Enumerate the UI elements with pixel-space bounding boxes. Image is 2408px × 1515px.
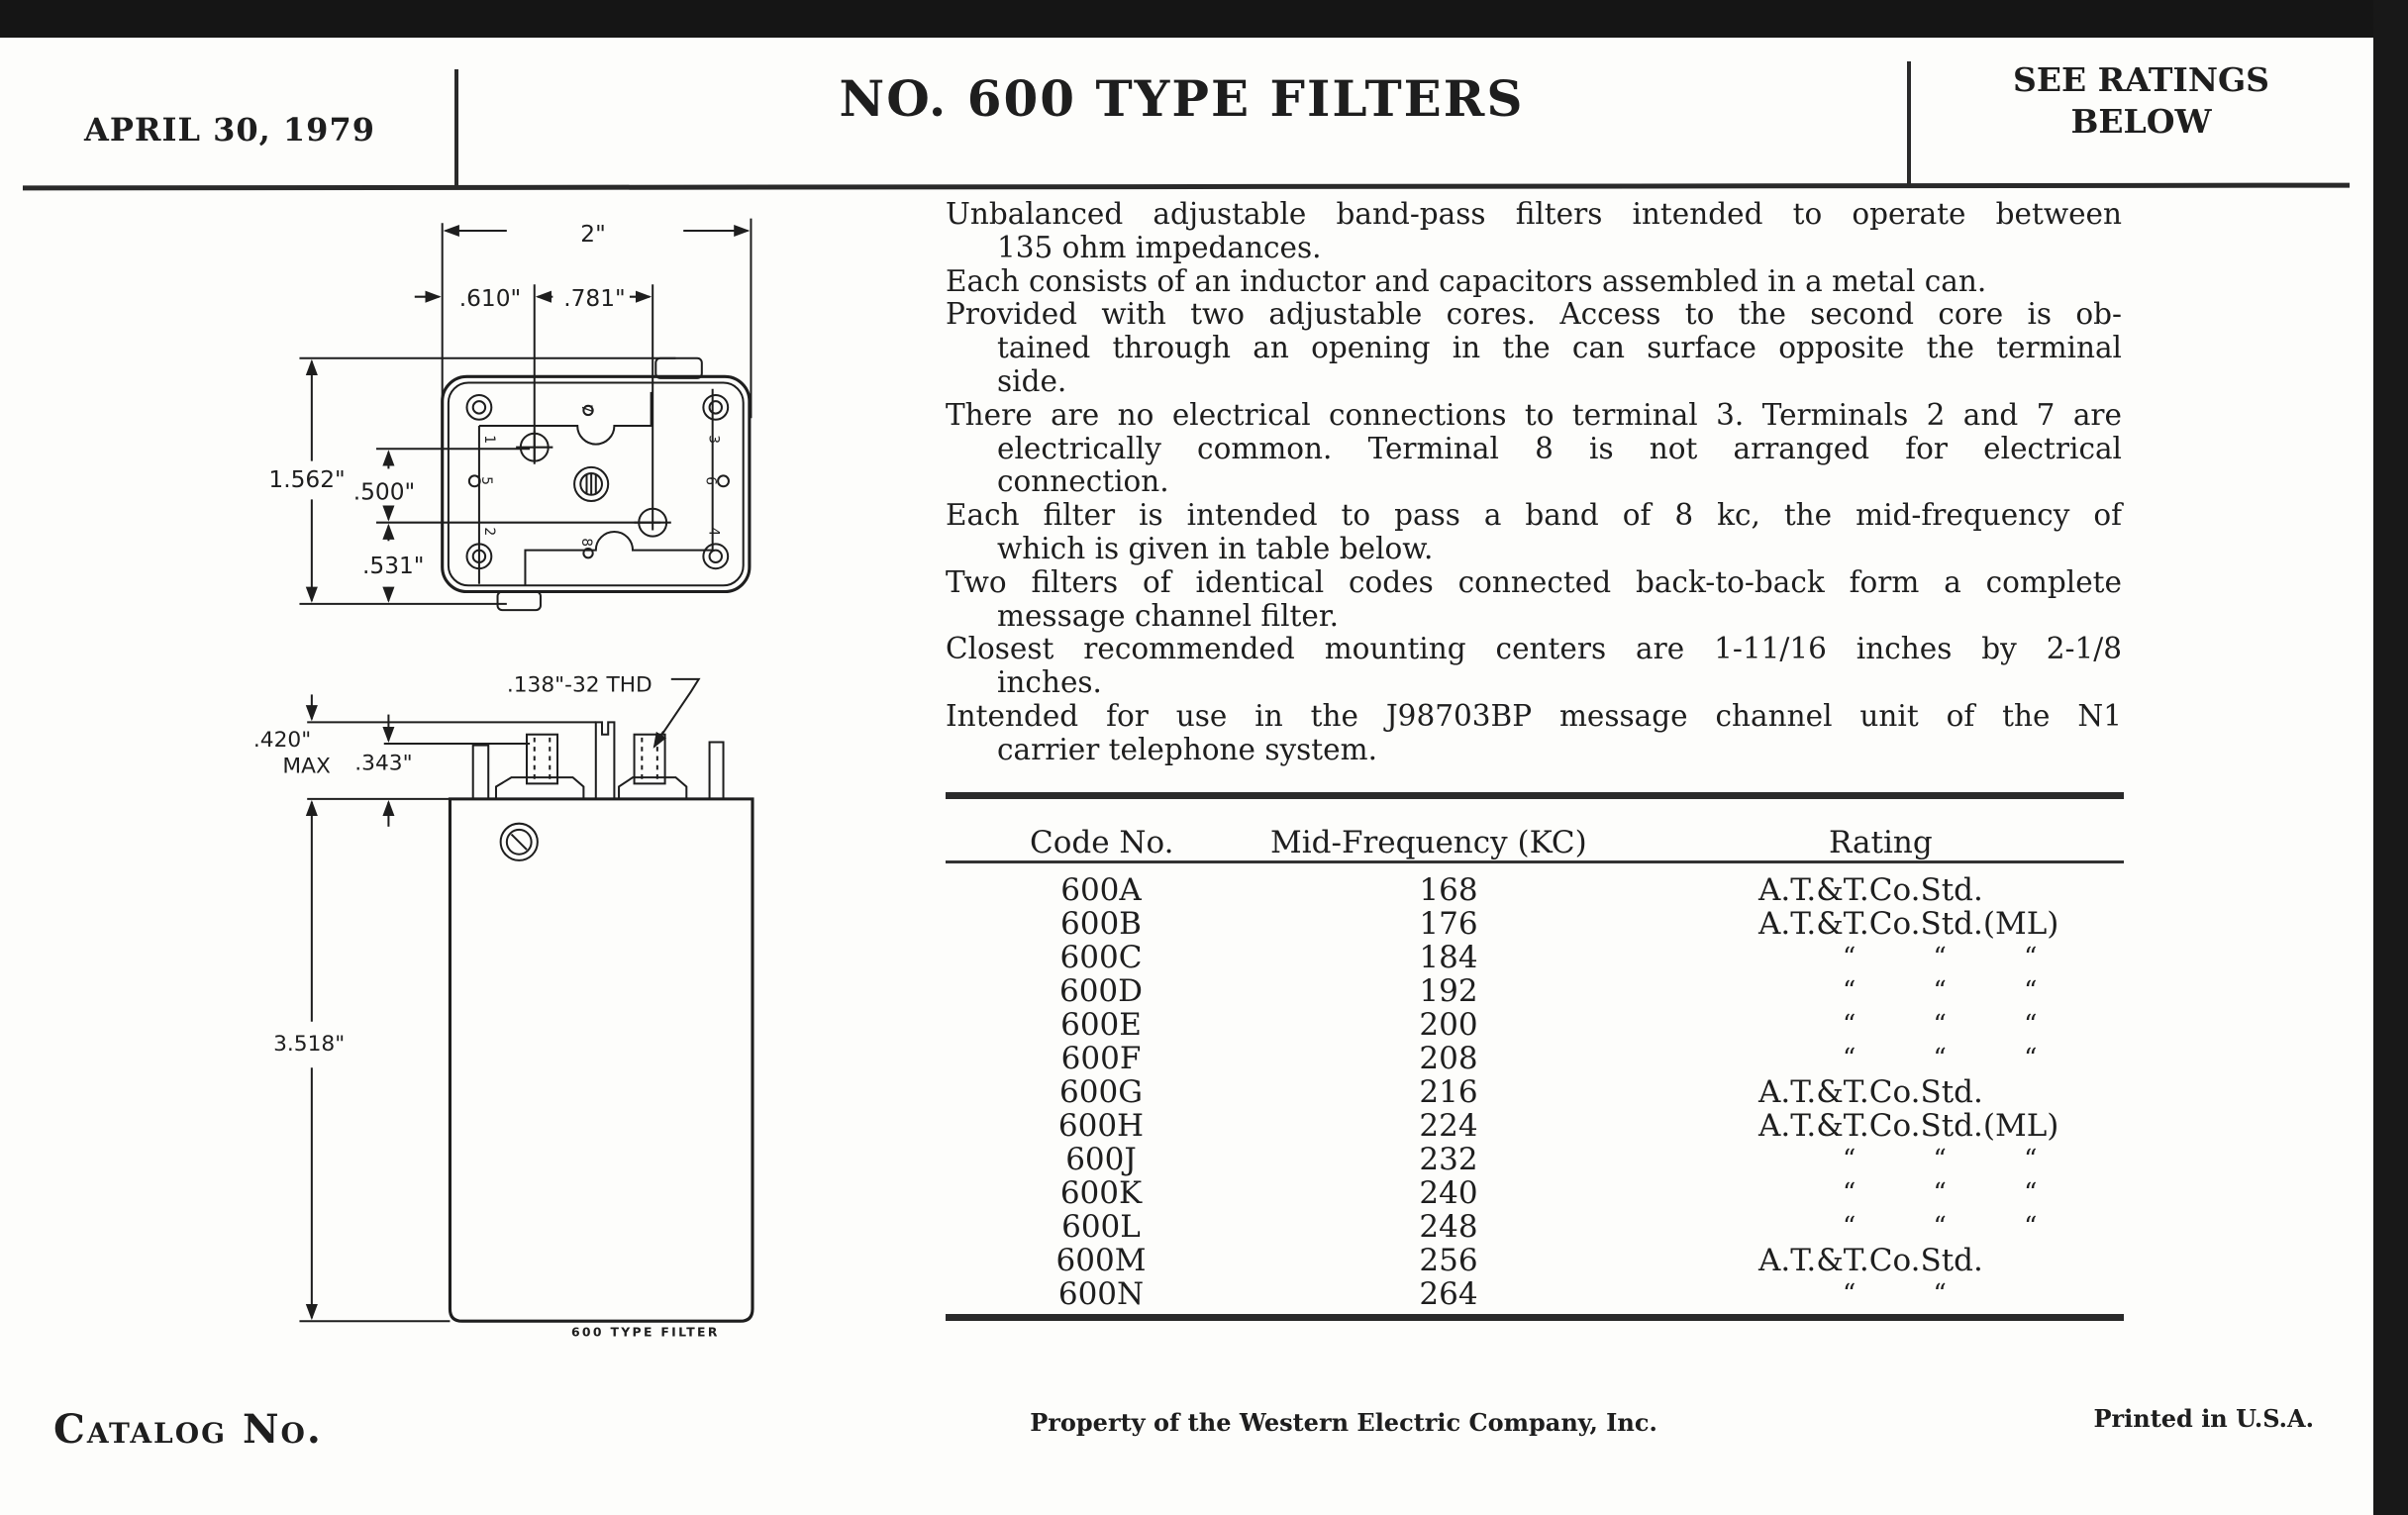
code-cell: 600N bbox=[1057, 1276, 1145, 1312]
rating-cell: “ “ “ bbox=[1843, 943, 2038, 972]
rating-cell: “ “ “ bbox=[1843, 1178, 2038, 1208]
description-line: electrically common. Terminal 8 is not arranged for electrical bbox=[997, 431, 2122, 465]
printed-note: Printed in U.S.A. bbox=[2093, 1404, 2314, 1433]
rating-cell: “ “ “ bbox=[1843, 976, 2038, 1006]
frequency-cell: 208 bbox=[1419, 1041, 1478, 1076]
column-header-rating: Rating bbox=[1829, 825, 1933, 860]
code-cell: 600F bbox=[1060, 1041, 1142, 1076]
description-line: Each filter is intended to pass a band of 8 kc, the mid-frequency of bbox=[946, 498, 2122, 533]
description-line: connection. bbox=[997, 464, 1169, 499]
terminal-label: 7 bbox=[577, 404, 594, 414]
code-cell: 600L bbox=[1061, 1209, 1141, 1245]
description-line: Each consists of an inductor and capacitors assembled in a metal can. bbox=[946, 263, 1987, 298]
terminal-label: 5 bbox=[478, 476, 495, 486]
ratings-table bbox=[946, 792, 2124, 1321]
code-cell: 600B bbox=[1060, 906, 1142, 942]
terminal-label: 1 bbox=[481, 435, 498, 445]
dim-531: .531" bbox=[362, 552, 425, 579]
table-row bbox=[946, 1143, 2124, 1176]
table-row bbox=[946, 974, 2124, 1008]
frequency-cell: 176 bbox=[1419, 906, 1478, 942]
description-line: Closest recommended mounting centers are 1-11/16 inches by 2-1/8 bbox=[946, 632, 2122, 666]
dim-500: .500" bbox=[352, 478, 416, 506]
page-title: NO. 600 TYPE FILTERS bbox=[839, 69, 1525, 128]
table-row bbox=[946, 1210, 2124, 1244]
table-row bbox=[946, 941, 2124, 974]
description-line: There are no electrical connections to terminal 3. Terminals 2 and 7 are bbox=[946, 397, 2122, 432]
code-cell: 600G bbox=[1059, 1074, 1143, 1110]
table-row bbox=[946, 1042, 2124, 1075]
frequency-cell: 232 bbox=[1419, 1142, 1478, 1177]
rating-cell: A.T.&T.Co.Std. bbox=[1758, 872, 1983, 908]
rating-cell: A.T.&T.Co.Std.(ML) bbox=[1758, 1108, 2059, 1144]
table-header bbox=[946, 799, 2124, 860]
rating-cell: A.T.&T.Co.Std.(ML) bbox=[1758, 906, 2059, 942]
dim-343: .343" bbox=[354, 751, 413, 776]
code-cell: 600H bbox=[1057, 1108, 1145, 1144]
rating-cell: “ “ “ bbox=[1843, 1212, 2038, 1242]
frequency-cell: 240 bbox=[1419, 1175, 1478, 1211]
table-row bbox=[946, 907, 2124, 941]
description-line: carrier telephone system. bbox=[997, 732, 1377, 766]
dim-420: .420" bbox=[252, 728, 312, 754]
frequency-cell: 192 bbox=[1419, 973, 1478, 1009]
table-row bbox=[946, 1075, 2124, 1109]
description-line: message channel filter. bbox=[997, 598, 1340, 633]
description-line: Unbalanced adjustable band-pass filters intended to operate between bbox=[946, 197, 2122, 231]
ratings-note-line: SEE RATINGS bbox=[2012, 60, 2270, 99]
rating-cell: A.T.&T.Co.Std. bbox=[1758, 1074, 1983, 1110]
drawing-caption: 600 TYPE FILTER bbox=[570, 1324, 720, 1340]
description-line: Provided with two adjustable cores. Access to the second core is ob- bbox=[946, 297, 2122, 332]
code-cell: 600D bbox=[1058, 973, 1144, 1009]
ratings-note-line: BELOW bbox=[2070, 102, 2212, 141]
table-row bbox=[946, 1176, 2124, 1210]
dim-height: 1.562" bbox=[268, 466, 346, 494]
catalog-number-label: Catalog No. bbox=[53, 1406, 323, 1453]
code-cell: 600A bbox=[1060, 872, 1142, 908]
description-line: Intended for use in the J98703BP message channel unit of the N1 bbox=[946, 698, 2122, 733]
description-line: Two filters of identical codes connected back-to-back form a complete bbox=[946, 564, 2122, 599]
code-cell: 600J bbox=[1065, 1142, 1137, 1177]
column-header-frequency: Mid-Frequency (KC) bbox=[1270, 825, 1587, 860]
ownership-note: Property of the Western Electric Company, Inc. bbox=[1030, 1408, 1657, 1437]
rating-cell: “ “ “ bbox=[1843, 1044, 2038, 1073]
table-body bbox=[946, 863, 2124, 1314]
description bbox=[946, 198, 2122, 767]
frequency-cell: 264 bbox=[1419, 1276, 1478, 1312]
issue-date: APRIL 30, 1979 bbox=[84, 111, 375, 149]
terminal-label: 6 bbox=[702, 476, 719, 486]
dim-width: 2" bbox=[580, 220, 606, 248]
description-line: 135 ohm impedances. bbox=[997, 230, 1322, 264]
description-line: which is given in table below. bbox=[997, 531, 1434, 565]
table-row bbox=[946, 873, 2124, 907]
code-cell: 600C bbox=[1059, 940, 1143, 975]
table-top-rule bbox=[946, 792, 2124, 799]
table-row bbox=[946, 1277, 2124, 1311]
frequency-cell: 168 bbox=[1419, 872, 1478, 908]
table-row bbox=[946, 1008, 2124, 1042]
description-line: inches. bbox=[997, 665, 1102, 700]
top-view bbox=[299, 219, 751, 611]
description-line: side. bbox=[997, 363, 1067, 398]
column-header-code: Code No. bbox=[1030, 825, 1174, 860]
top-view-dimensions bbox=[268, 221, 625, 579]
table-bottom-rule bbox=[946, 1314, 2124, 1321]
terminal-label: 4 bbox=[705, 527, 722, 537]
rating-cell: “ “ “ bbox=[1843, 1145, 2038, 1174]
side-view-dimensions bbox=[253, 672, 720, 1339]
terminal-label: 2 bbox=[481, 527, 498, 537]
frequency-cell: 216 bbox=[1419, 1074, 1478, 1110]
table-row bbox=[946, 1109, 2124, 1143]
code-cell: 600E bbox=[1060, 1007, 1142, 1043]
rating-cell: “ “ bbox=[1843, 1279, 1947, 1309]
frequency-cell: 200 bbox=[1419, 1007, 1478, 1043]
table-row bbox=[946, 1244, 2124, 1277]
description-line: tained through an opening in the can surface opposite the terminal bbox=[997, 331, 2122, 365]
terminal-label: 3 bbox=[705, 435, 722, 445]
dim-781: .781" bbox=[563, 284, 626, 312]
dim-610: .610" bbox=[458, 284, 522, 312]
rating-cell: “ “ “ bbox=[1843, 1010, 2038, 1040]
frequency-cell: 184 bbox=[1419, 940, 1478, 975]
terminal-label: 8 bbox=[577, 538, 594, 548]
rating-cell: A.T.&T.Co.Std. bbox=[1758, 1243, 1983, 1278]
code-cell: 600K bbox=[1059, 1175, 1143, 1211]
frequency-cell: 224 bbox=[1419, 1108, 1478, 1144]
frequency-cell: 256 bbox=[1419, 1243, 1478, 1278]
dim-max: MAX bbox=[282, 754, 331, 779]
frequency-cell: 248 bbox=[1419, 1209, 1478, 1245]
thread-callout: .138"-32 THD bbox=[506, 672, 652, 698]
dim-height: 3.518" bbox=[273, 1032, 346, 1058]
code-cell: 600M bbox=[1055, 1243, 1147, 1278]
